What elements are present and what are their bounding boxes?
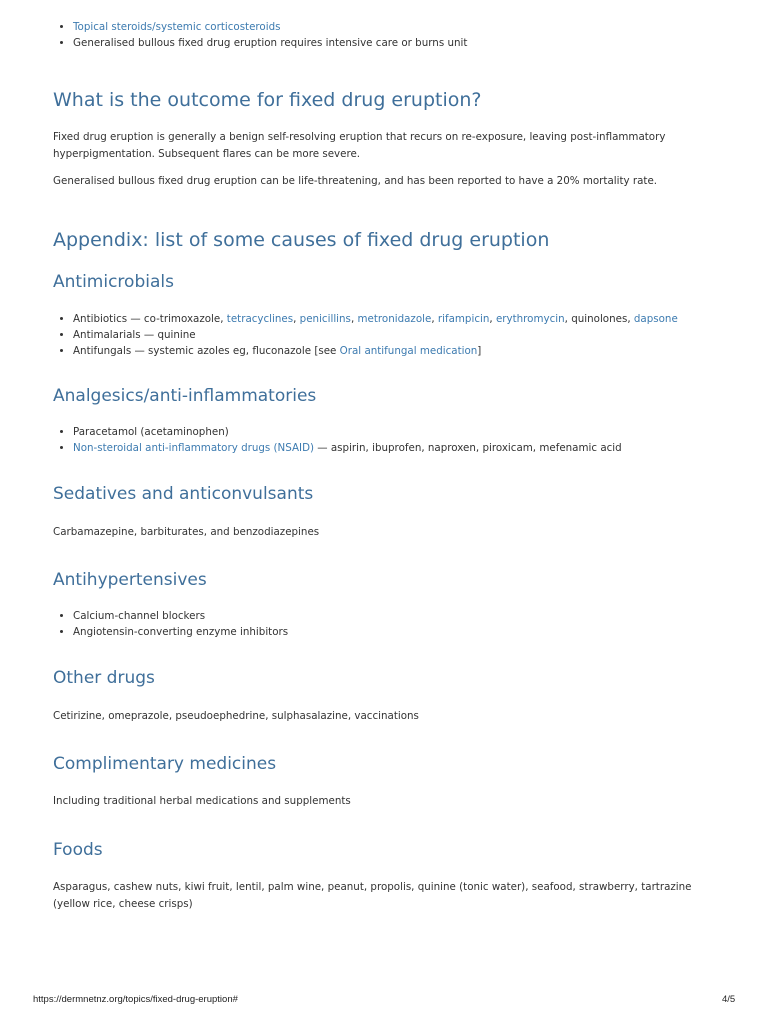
topical-steroids-link[interactable]: Topical steroids/systemic corticosteroids [73,21,281,33]
treatment-list [53,19,743,51]
separator: , [293,313,300,325]
list-item: • Antimalarials — quinine [73,327,743,343]
separator: , [350,313,358,325]
list-item: • Angiotensin-converting enzyme inhibitors [73,624,743,640]
metronidazole-link[interactable]: metronidazole [357,313,432,325]
separator: , quinolones, [564,313,634,325]
complimentary-text: Including traditional herbal medications and supplements [53,795,351,807]
erythromycin-link[interactable]: erythromycin [495,313,565,325]
list-item: • Generalised bullous fixed drug eruption requires intensive care or burns unit [73,35,743,51]
antibiotics-text: Antibiotics — co-trimoxazole, [73,313,227,325]
nsaid-text: — aspirin, ibuprofen, naproxen, piroxicam, mefenamic acid [314,442,622,454]
antimicrobials-list [53,311,743,359]
foods-heading: Foods [53,840,103,860]
antifungals-text: Antifungals — systemic azoles eg, fluconazole [see [73,345,340,357]
complimentary-heading: Complimentary medicines [53,754,277,774]
outcome-paragraph-2: Generalised bullous fixed drug eruption can be life-threatening, and has been reported to have a 20% mortality rate. [53,175,658,187]
rifampicin-link[interactable]: rifampicin [437,313,490,325]
separator: , [489,313,496,325]
antihypertensives-heading: Antihypertensives [53,570,207,590]
list-item [73,343,743,359]
list-item: • Paracetamol (acetaminophen) [73,424,743,440]
sedatives-text: Carbamazepine, barbiturates, and benzodiazepines [53,526,320,538]
dapsone-link[interactable]: dapsone [633,313,678,325]
list-item [73,311,743,327]
antihypertensives-list [53,608,743,640]
footer-url: https://dermnetnz.org/topics/fixed-drug-eruption# [33,994,238,1005]
nsaid-link[interactable]: Non-steroidal anti-inflammatory drugs (NSAID) [73,442,315,454]
sedatives-heading: Sedatives and anticonvulsants [53,484,314,504]
page-number: 4/5 [722,994,736,1005]
analgesics-list [53,424,743,456]
antimicrobials-heading: Antimicrobials [53,272,174,292]
analgesics-heading: Analgesics/anti-inflammatories [53,386,317,406]
list-item [73,440,743,456]
separator: , [431,313,438,325]
penicillins-link[interactable]: penicillins [299,313,351,325]
list-item [73,19,743,35]
appendix-heading: Appendix: list of some causes of fixed drug eruption [53,229,550,251]
other-drugs-heading: Other drugs [53,668,155,688]
list-item: • Calcium-channel blockers [73,608,743,624]
other-drugs-text: Cetirizine, omeprazole, pseudoephedrine, sulphasalazine, vaccinations [53,710,419,722]
outcome-paragraph-1: Fixed drug eruption is generally a benign self-resolving eruption that recurs on re-exposure, leaving post-inflammatory hyperpigmentation. Subsequent flares can be more severe. [53,131,666,160]
outcome-heading: What is the outcome for fixed drug eruption? [53,89,482,111]
bracket: ] [477,345,482,357]
tetracyclines-link[interactable]: tetracyclines [226,313,294,325]
foods-text: Asparagus, cashew nuts, kiwi fruit, lentil, palm wine, peanut, propolis, quinine (tonic water), seafood, strawberry, tartrazine (yellow rice, cheese crisps) [53,881,692,910]
oral-antifungal-link[interactable]: Oral antifungal medication [339,345,478,357]
